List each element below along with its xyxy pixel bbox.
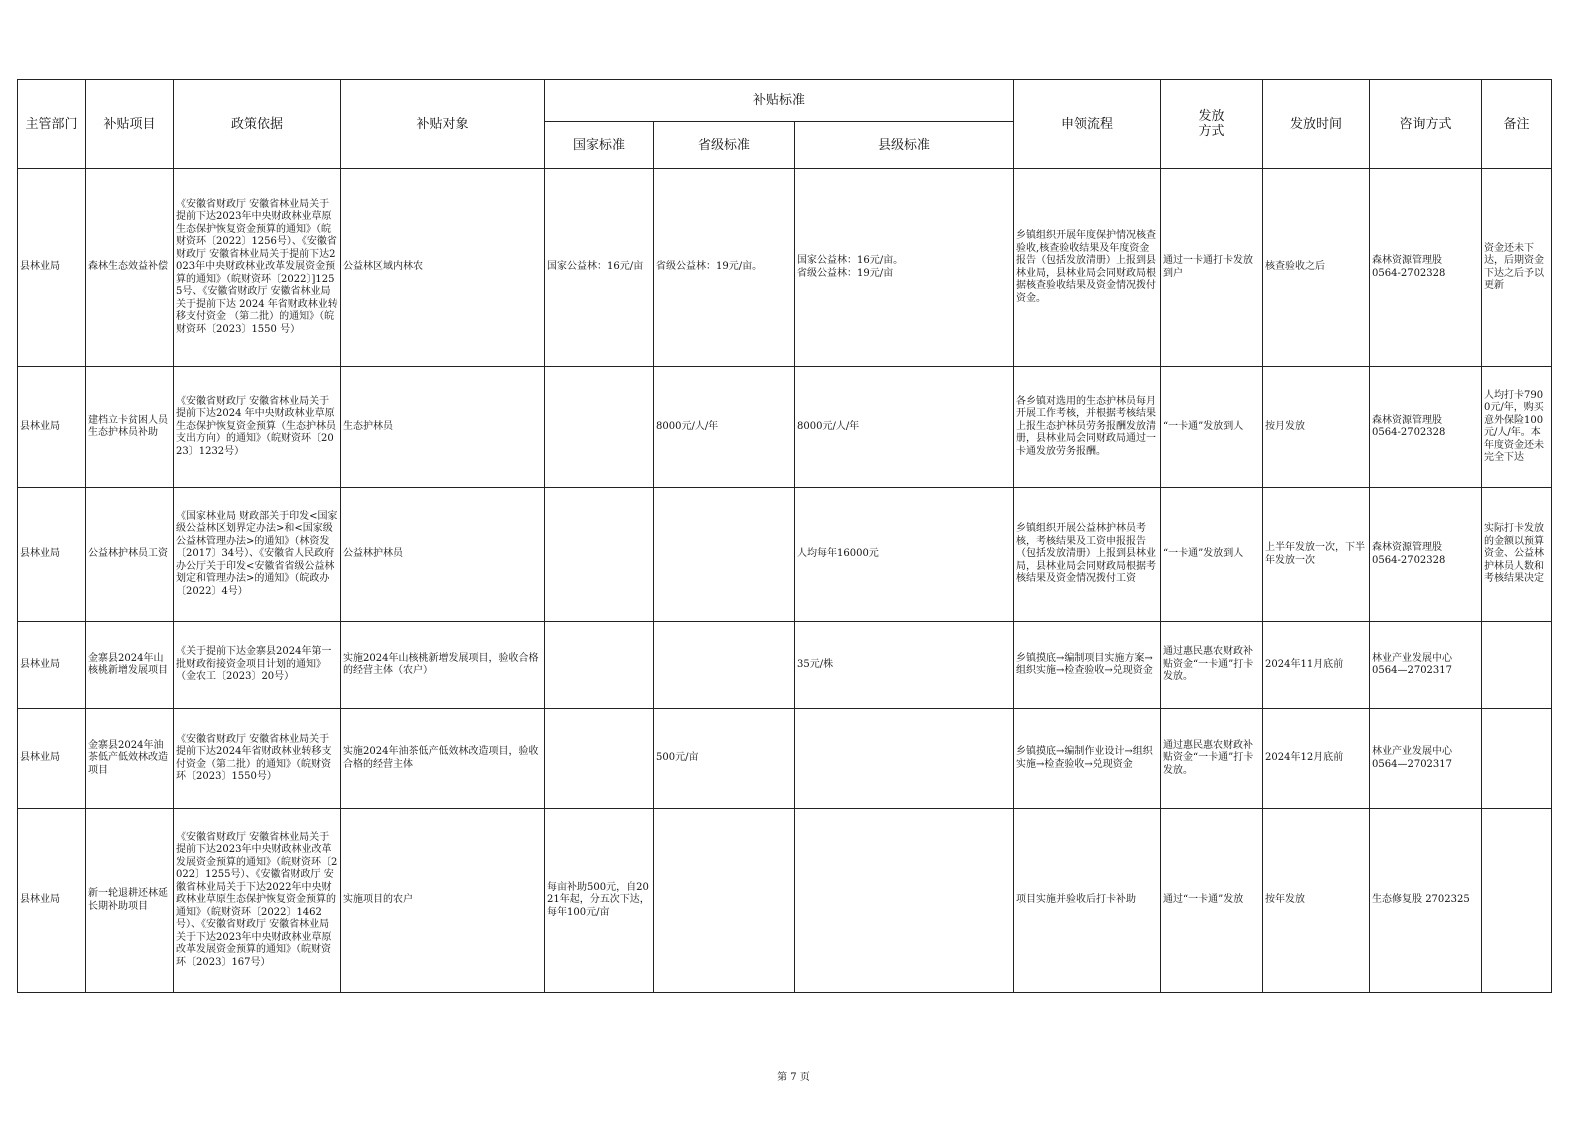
cell-provincial: 8000元/人/年	[654, 367, 795, 488]
cell-method: 通过一卡通打卡发放到户	[1161, 169, 1263, 367]
table-row	[18, 488, 1552, 622]
cell-note	[1482, 809, 1552, 993]
cell-provincial: 省级公益林：19元/亩。	[654, 169, 795, 367]
cell-process: 各乡镇对选用的生态护林员每月开展工作考核，并根据考核结果上报生态护林员劳务报酬发放清册，县林业局会同财政局通过一卡通发放劳务报酬。	[1014, 367, 1161, 488]
cell-target: 实施项目的农户	[341, 809, 545, 993]
cell-note	[1482, 709, 1552, 809]
cell-county	[795, 709, 1014, 809]
header-contact: 咨询方式	[1370, 80, 1482, 169]
cell-provincial	[654, 488, 795, 622]
table-row	[18, 709, 1552, 809]
cell-process: 乡镇组织开展公益林护林员考核，考核结果及工资申报报告（包括发放清册）上报到县林业局，县林业局会同财政局根据考核结果及资金情况拨付工资	[1014, 488, 1161, 622]
cell-method: “一卡通”发放到人	[1161, 367, 1263, 488]
cell-time: 按月发放	[1263, 367, 1370, 488]
cell-county: 35元/株	[795, 622, 1014, 709]
cell-national	[545, 622, 654, 709]
cell-county: 8000元/人/年	[795, 367, 1014, 488]
header-project: 补贴项目	[86, 80, 174, 169]
cell-time: 按年发放	[1263, 809, 1370, 993]
cell-provincial	[654, 622, 795, 709]
cell-policy: 《安徽省财政厅 安徽省林业局关于提前下达2023年中央财政林业改革发展资金预算的通知》（皖财资环〔2022〕1255号）、《安徽省财政厅 安徽省林业局关于下达2022年中央财政林业草原生态保护恢复资金预算的通知》（皖财资环〔2022〕1462号）、《安徽省财政厅 安徽省林业局关于下达2023年中央财政林业草原改革发展资金预算的通知》（皖财资环〔2023〕167号）	[174, 809, 341, 993]
cell-target: 公益林护林员	[341, 488, 545, 622]
cell-national	[545, 488, 654, 622]
cell-project: 建档立卡贫困人员生态护林员补助	[86, 367, 174, 488]
cell-time: 2024年11月底前	[1263, 622, 1370, 709]
cell-target: 实施2024年山核桃新增发展项目，验收合格的经营主体（农户）	[341, 622, 545, 709]
cell-method: 通过惠民惠农财政补贴资金“一卡通”打卡发放。	[1161, 622, 1263, 709]
header-dept: 主管部门	[18, 80, 86, 169]
cell-note: 实际打卡发放的金额以预算资金、公益林护林员人数和考核结果决定	[1482, 488, 1552, 622]
cell-process: 乡镇组织开展年度保护情况核查验收,核查验收结果及年度资金报告（包括发放清册）上报到县林业局，县林业局会同财政局根据核查验收结果及资金情况拨付资金。	[1014, 169, 1161, 367]
header-method	[1161, 80, 1263, 169]
cell-dept: 县林业局	[18, 367, 86, 488]
cell-project: 森林生态效益补偿	[86, 169, 174, 367]
cell-contact: 森林资源管理股 0564-2702328	[1370, 169, 1482, 367]
header-row-1	[18, 80, 1552, 122]
header-process: 申领流程	[1014, 80, 1161, 169]
header-standard: 补贴标准	[545, 80, 1014, 122]
cell-policy: 《安徽省财政厅 安徽省林业局关于提前下达2023年中央财政林业草原生态保护恢复资金预算的通知》（皖财资环〔2022〕1256号）、《安徽省财政厅 安徽省林业局关于提前下达2023年中央财政林业改革发展资金预算的通知》（皖财资环〔2022〕]1255号、《安徽省财政厅 安徽省林业局关于提前下达 2024 年省财政林业转移支付资金 （第二批）的通知》（皖财资环〔2023〕1550 号）	[174, 169, 341, 367]
cell-note: 人均打卡7900元/年，购买意外保险100元/人/年。本年度资金还未完全下达	[1482, 367, 1552, 488]
cell-project: 金寨县2024年山核桃新增发展项目	[86, 622, 174, 709]
page-number: 第 7 页	[777, 1072, 810, 1083]
cell-contact: 林业产业发展中心 0564—2702317	[1370, 709, 1482, 809]
cell-dept: 县林业局	[18, 809, 86, 993]
cell-method: 通过“一卡通”发放	[1161, 809, 1263, 993]
cell-target: 实施2024年油茶低产低效林改造项目，验收合格的经营主体	[341, 709, 545, 809]
cell-policy: 《安徽省财政厅 安徽省林业局关于提前下达2024 年中央财政林业草原生态保护恢复资金预算（生态护林员支出方向）的通知》（皖财资环〔2023〕1232号）	[174, 367, 341, 488]
cell-project: 金寨县2024年油茶低产低效林改造项目	[86, 709, 174, 809]
header-provincial: 省级标准	[654, 122, 795, 169]
header-policy: 政策依据	[174, 80, 341, 169]
cell-method: “一卡通”发放到人	[1161, 488, 1263, 622]
cell-time: 2024年12月底前	[1263, 709, 1370, 809]
table-row	[18, 169, 1552, 367]
cell-contact: 生态修复股 2702325	[1370, 809, 1482, 993]
header-method-line2: 方式	[1198, 124, 1225, 139]
cell-contact: 林业产业发展中心 0564—2702317	[1370, 622, 1482, 709]
cell-note: 资金还未下达，后期资金下达之后予以更新	[1482, 169, 1552, 367]
cell-time: 上半年发放一次，下半年发放一次	[1263, 488, 1370, 622]
cell-target: 生态护林员	[341, 367, 545, 488]
header-target: 补贴对象	[341, 80, 545, 169]
table-row	[18, 809, 1552, 993]
cell-county: 人均每年16000元	[795, 488, 1014, 622]
table-row	[18, 622, 1552, 709]
header-time: 发放时间	[1263, 80, 1370, 169]
cell-target: 公益林区域内林农	[341, 169, 545, 367]
cell-dept: 县林业局	[18, 709, 86, 809]
cell-process: 项目实施并验收后打卡补助	[1014, 809, 1161, 993]
cell-national: 每亩补助500元，自2021年起，分五次下达，每年100元/亩	[545, 809, 654, 993]
cell-national	[545, 367, 654, 488]
header-county: 县级标准	[795, 122, 1014, 169]
cell-policy: 《关于提前下达金寨县2024年第一批财政衔接资金项目计划的通知》（金农工〔2023〕20号）	[174, 622, 341, 709]
cell-provincial	[654, 809, 795, 993]
cell-national: 国家公益林：16元/亩	[545, 169, 654, 367]
cell-dept: 县林业局	[18, 622, 86, 709]
cell-dept: 县林业局	[18, 488, 86, 622]
cell-note	[1482, 622, 1552, 709]
cell-process: 乡镇摸底→编制作业设计→组织实施→检查验收→兑现资金	[1014, 709, 1161, 809]
header-note: 备注	[1482, 80, 1552, 169]
cell-contact: 森林资源管理股 0564-2702328	[1370, 367, 1482, 488]
cell-project: 公益林护林员工资	[86, 488, 174, 622]
subsidy-table	[17, 79, 1552, 993]
cell-time: 核查验收之后	[1263, 169, 1370, 367]
cell-project: 新一轮退耕还林延长期补助项目	[86, 809, 174, 993]
cell-process: 乡镇摸底→编制项目实施方案→组织实施→检查验收→兑现资金	[1014, 622, 1161, 709]
cell-county	[795, 809, 1014, 993]
cell-dept: 县林业局	[18, 169, 86, 367]
cell-policy: 《安徽省财政厅 安徽省林业局关于提前下达2024年省财政林业转移支付资金（第二批）的通知》（皖财资环〔2023〕1550号）	[174, 709, 341, 809]
header-national: 国家标准	[545, 122, 654, 169]
cell-contact: 森林资源管理股 0564-2702328	[1370, 488, 1482, 622]
header-method-line1: 发放	[1198, 109, 1225, 124]
cell-policy: 《国家林业局 财政部关于印发<国家级公益林区划界定办法>和<国家级公益林管理办法>的通知》（林资发〔2017〕34号）、《安徽省人民政府办公厅关于印发<安徽省省级公益林划定和管理办法>的通知》（皖政办〔2022〕4号）	[174, 488, 341, 622]
cell-provincial: 500元/亩	[654, 709, 795, 809]
cell-national	[545, 709, 654, 809]
cell-county: 国家公益林：16元/亩。 省级公益林：19元/亩	[795, 169, 1014, 367]
table-row	[18, 367, 1552, 488]
cell-method: 通过惠民惠农财政补贴资金“一卡通”打卡发放。	[1161, 709, 1263, 809]
